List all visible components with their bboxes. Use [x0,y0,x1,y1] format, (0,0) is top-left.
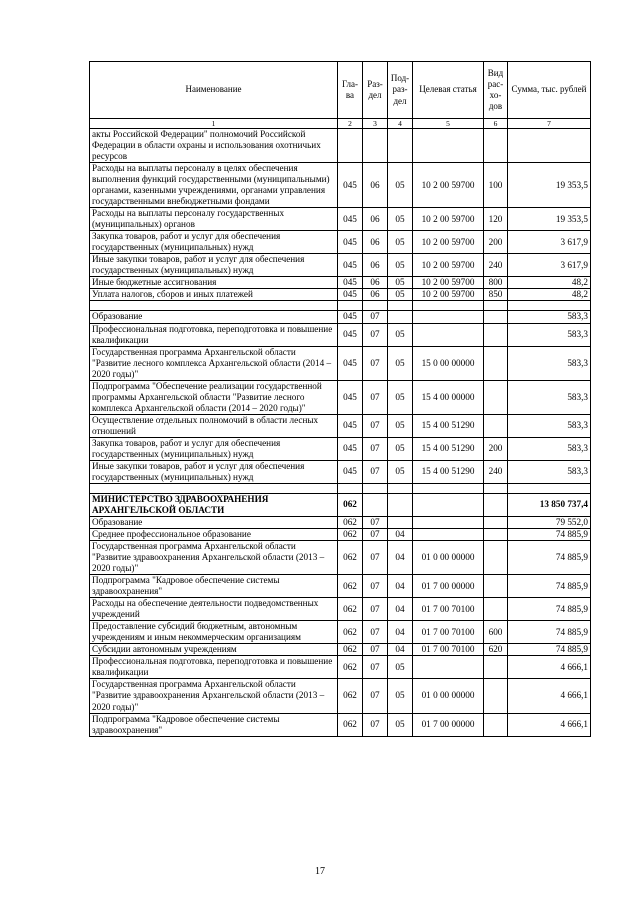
row-sum: 79 552,0 [508,517,591,529]
row-target: 01 0 00 00000 [413,541,484,575]
page-number: 17 [315,866,325,877]
row-section: 07 [363,656,388,679]
table-row [90,277,591,289]
row-section: 07 [363,437,388,460]
empty-cell [90,301,338,311]
row-sum: 74 885,9 [508,575,591,598]
row-section: 07 [363,713,388,736]
row-chapter: 045 [338,414,363,437]
row-section: 07 [363,323,388,346]
row-target: 15 4 00 51290 [413,414,484,437]
column-number: 5 [413,119,484,129]
row-subsection: 05 [388,323,413,346]
row-target [413,517,484,529]
row-target: 15 4 00 00000 [413,380,484,414]
row-sum: 48,2 [508,277,591,289]
row-section: 06 [363,289,388,301]
row-subsection: 05 [388,414,413,437]
table-row [90,713,591,736]
header-subsection: Под-раз-дел [388,62,413,119]
row-target: 15 4 00 51290 [413,437,484,460]
row-name: Образование [90,311,338,323]
row-section: 07 [363,679,388,713]
table-row [90,541,591,575]
row-chapter: 045 [338,460,363,483]
row-name: Расходы на выплаты персоналу в целях обеспечения выполнения функций государственными (муниципальными) органами, казенными учреждениями, органами управления государственными внебюджетными фондами [90,163,338,208]
row-name: Профессиональная подготовка, переподготовка и повышение квалификации [90,656,338,679]
row-expense-type [484,323,508,346]
column-number: 1 [90,119,338,129]
table-row [90,380,591,414]
row-section: 06 [363,254,388,277]
budget-table [89,61,591,737]
row-chapter: 062 [338,493,363,516]
row-name: Предоставление субсидий бюджетным, автономным учреждениям и иным некоммерческим организациям [90,621,338,644]
row-expense-type: 200 [484,437,508,460]
empty-cell [388,483,413,493]
row-sum: 74 885,9 [508,621,591,644]
empty-cell [338,483,363,493]
row-subsection: 05 [388,679,413,713]
row-subsection: 05 [388,254,413,277]
empty-cell [90,483,338,493]
row-section: 07 [363,517,388,529]
table-row [90,644,591,656]
row-section: 06 [363,163,388,208]
row-section: 07 [363,414,388,437]
table-row [90,656,591,679]
row-expense-type: 120 [484,208,508,231]
row-name: Подпрограмма "Кадровое обеспечение системы здравоохранения" [90,575,338,598]
row-expense-type [484,679,508,713]
row-name: Иные бюджетные ассигнования [90,277,338,289]
row-expense-type [484,380,508,414]
empty-cell [484,483,508,493]
header-target: Целевая статья [413,62,484,119]
spacer-row [90,301,591,311]
row-sum: 13 850 737,4 [508,493,591,516]
row-chapter: 045 [338,254,363,277]
table-row [90,208,591,231]
header-name: Наименование [90,62,338,119]
row-chapter: 062 [338,621,363,644]
table-row [90,575,591,598]
table-row [90,129,591,163]
row-sum: 583,3 [508,380,591,414]
row-subsection: 05 [388,289,413,301]
row-sum: 583,3 [508,437,591,460]
row-name: Расходы на выплаты персоналу государственных (муниципальных) органов [90,208,338,231]
row-name: Осуществление отдельных полномочий в области лесных отношений [90,414,338,437]
row-subsection: 05 [388,231,413,254]
row-chapter: 045 [338,380,363,414]
row-subsection [388,311,413,323]
row-section: 06 [363,208,388,231]
row-sum: 74 885,9 [508,598,591,621]
row-target: 10 2 00 59700 [413,208,484,231]
row-chapter: 062 [338,656,363,679]
row-chapter: 062 [338,679,363,713]
spacer-row [90,483,591,493]
row-expense-type: 620 [484,644,508,656]
row-subsection: 05 [388,277,413,289]
row-target [413,311,484,323]
row-target: 01 7 00 70100 [413,621,484,644]
row-section [363,129,388,163]
row-chapter: 062 [338,529,363,541]
row-section: 07 [363,460,388,483]
row-sum: 583,3 [508,414,591,437]
row-target: 01 7 00 00000 [413,575,484,598]
row-sum: 48,2 [508,289,591,301]
empty-cell [388,301,413,311]
row-sum: 74 885,9 [508,644,591,656]
row-name: Расходы на обеспечение деятельности подведомственных учреждений [90,598,338,621]
row-chapter: 045 [338,277,363,289]
table-row [90,460,591,483]
row-target [413,129,484,163]
row-subsection: 05 [388,346,413,380]
empty-cell [484,301,508,311]
row-expense-type [484,493,508,516]
row-target: 10 2 00 59700 [413,163,484,208]
row-expense-type: 240 [484,460,508,483]
table-row [90,163,591,208]
row-expense-type: 600 [484,621,508,644]
row-name: Профессиональная подготовка, переподготовка и повышение квалификации [90,323,338,346]
row-chapter: 045 [338,289,363,301]
row-sum: 4 666,1 [508,656,591,679]
row-target: 10 2 00 59700 [413,277,484,289]
column-number: 7 [508,119,591,129]
row-target [413,493,484,516]
row-name: Среднее профессиональное образование [90,529,338,541]
row-expense-type: 240 [484,254,508,277]
row-sum: 4 666,1 [508,713,591,736]
table-row [90,679,591,713]
row-section: 07 [363,529,388,541]
row-subsection: 05 [388,380,413,414]
row-target: 15 4 00 51290 [413,460,484,483]
row-subsection: 05 [388,163,413,208]
table-row [90,437,591,460]
row-subsection: 04 [388,575,413,598]
header-row [90,62,591,119]
row-subsection: 05 [388,656,413,679]
row-subsection: 04 [388,529,413,541]
row-expense-type: 100 [484,163,508,208]
header-sum: Сумма, тыс. рублей [508,62,591,119]
row-expense-type [484,346,508,380]
row-chapter: 045 [338,346,363,380]
table-row [90,311,591,323]
row-sum: 583,3 [508,460,591,483]
row-chapter: 062 [338,517,363,529]
row-name: Уплата налогов, сборов и иных платежей [90,289,338,301]
row-sum: 3 617,9 [508,254,591,277]
row-expense-type: 200 [484,231,508,254]
row-subsection: 05 [388,208,413,231]
row-subsection: 04 [388,644,413,656]
row-target: 01 0 00 00000 [413,679,484,713]
row-name: Закупка товаров, работ и услуг для обеспечения государственных (муниципальных) нужд [90,437,338,460]
row-sum: 74 885,9 [508,529,591,541]
row-chapter: 045 [338,311,363,323]
row-sum: 19 353,5 [508,163,591,208]
row-sum: 583,3 [508,323,591,346]
row-chapter: 045 [338,163,363,208]
row-chapter: 045 [338,208,363,231]
row-section: 07 [363,598,388,621]
row-section: 07 [363,575,388,598]
table-row [90,231,591,254]
table-row [90,529,591,541]
row-sum: 19 353,5 [508,208,591,231]
row-chapter [338,129,363,163]
row-sum: 3 617,9 [508,231,591,254]
row-subsection [388,517,413,529]
column-number: 4 [388,119,413,129]
column-number-row [90,119,591,129]
row-target [413,323,484,346]
table-row [90,323,591,346]
row-name: Иные закупки товаров, работ и услуг для обеспечения государственных (муниципальных) нужд [90,254,338,277]
row-target: 15 0 00 00000 [413,346,484,380]
row-name: Подпрограмма "Кадровое обеспечение системы здравоохранения" [90,713,338,736]
row-subsection: 05 [388,713,413,736]
row-name: Государственная программа Архангельской области "Развитие лесного комплекса Архангельской области (2014 – 2020 годы)" [90,346,338,380]
row-chapter: 062 [338,713,363,736]
row-chapter: 062 [338,541,363,575]
row-chapter: 062 [338,644,363,656]
table-row [90,598,591,621]
row-section: 07 [363,621,388,644]
row-target: 01 7 00 70100 [413,598,484,621]
row-sum: 4 666,1 [508,679,591,713]
row-section: 06 [363,277,388,289]
row-chapter: 045 [338,231,363,254]
empty-cell [413,301,484,311]
row-sum: 583,3 [508,346,591,380]
row-expense-type [484,713,508,736]
row-name: Подпрограмма "Обеспечение реализации государственной программы Архангельской области "Развитие лесного комплекса Архангельской области (2014 – 2020 годы)" [90,380,338,414]
row-expense-type: 800 [484,277,508,289]
row-expense-type [484,517,508,529]
row-subsection: 05 [388,460,413,483]
row-sum: 583,3 [508,311,591,323]
table-row [90,289,591,301]
table-row [90,414,591,437]
row-chapter: 045 [338,323,363,346]
row-subsection: 04 [388,598,413,621]
row-target: 01 7 00 00000 [413,713,484,736]
table-row [90,346,591,380]
row-expense-type [484,656,508,679]
empty-cell [338,301,363,311]
header-section: Раз-дел [363,62,388,119]
row-expense-type [484,311,508,323]
empty-cell [363,483,388,493]
row-name: Субсидии автономным учреждениям [90,644,338,656]
row-chapter: 062 [338,598,363,621]
row-section: 07 [363,541,388,575]
row-target: 10 2 00 59700 [413,289,484,301]
row-subsection: 05 [388,437,413,460]
table-row [90,621,591,644]
row-subsection: 04 [388,541,413,575]
row-name: Государственная программа Архангельской области "Развитие здравоохранения Архангельской области (2013 – 2020 годы)" [90,541,338,575]
row-chapter: 045 [338,437,363,460]
empty-cell [363,301,388,311]
row-name: Иные закупки товаров, работ и услуг для обеспечения государственных (муниципальных) нужд [90,460,338,483]
row-expense-type [484,541,508,575]
row-expense-type [484,575,508,598]
row-subsection: 04 [388,621,413,644]
row-sum [508,129,591,163]
row-expense-type [484,529,508,541]
row-name: Образование [90,517,338,529]
row-name: Государственная программа Архангельской области "Развитие здравоохранения Архангельской области (2013 – 2020 годы)" [90,679,338,713]
row-section [363,493,388,516]
header-chapter: Гла-ва [338,62,363,119]
row-chapter: 062 [338,575,363,598]
row-expense-type: 850 [484,289,508,301]
table-row [90,517,591,529]
column-number: 2 [338,119,363,129]
row-section: 07 [363,346,388,380]
row-subsection [388,493,413,516]
row-sum: 74 885,9 [508,541,591,575]
empty-cell [413,483,484,493]
row-section: 06 [363,231,388,254]
row-target: 10 2 00 59700 [413,254,484,277]
row-target: 01 7 00 70100 [413,644,484,656]
row-expense-type [484,129,508,163]
row-name: Закупка товаров, работ и услуг для обеспечения государственных (муниципальных) нужд [90,231,338,254]
row-target: 10 2 00 59700 [413,231,484,254]
column-number: 3 [363,119,388,129]
table-row [90,493,591,516]
row-subsection [388,129,413,163]
row-name: МИНИСТЕРСТВО ЗДРАВООХРАНЕНИЯ АРХАНГЕЛЬСКОЙ ОБЛАСТИ [90,493,338,516]
row-expense-type [484,414,508,437]
header-expense-type: Вид рас-хо-дов [484,62,508,119]
column-number: 6 [484,119,508,129]
empty-cell [508,483,591,493]
row-section: 07 [363,380,388,414]
row-section: 07 [363,311,388,323]
row-expense-type [484,598,508,621]
row-target [413,529,484,541]
table-row [90,254,591,277]
row-name: акты Российской Федерации" полномочий Российской Федерации в области охраны и использования охотничьих ресурсов [90,129,338,163]
empty-cell [508,301,591,311]
row-section: 07 [363,644,388,656]
row-target [413,656,484,679]
